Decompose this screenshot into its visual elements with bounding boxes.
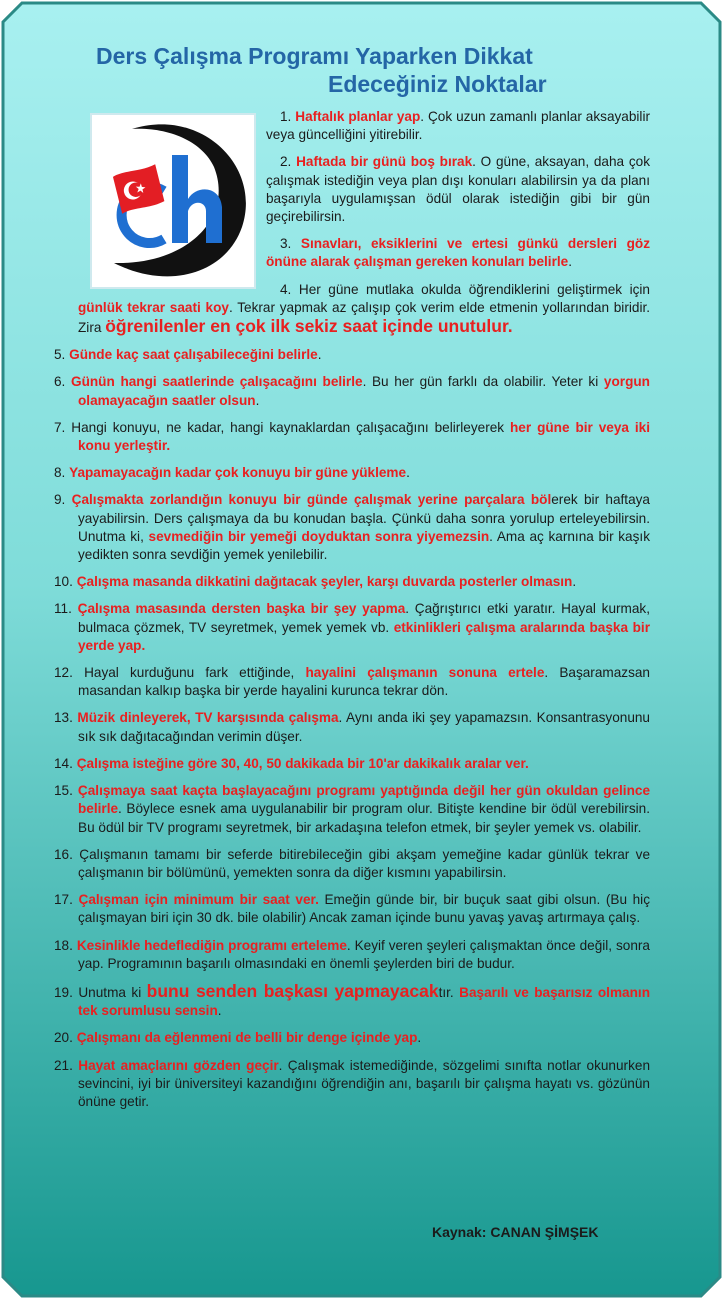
list-item: [50, 891, 650, 927]
body-text: Hayal kurduğunu fark ettiğinde,: [84, 665, 306, 681]
highlight-text: bunu senden başkası yapmayacak: [146, 980, 439, 1001]
body-text: Her güne mutlaka okulda öğrendiklerini geliştirmek için: [298, 281, 650, 297]
list-item: [50, 600, 650, 655]
item-number: 4.: [280, 281, 292, 297]
list-item: [50, 573, 650, 591]
list-item: [50, 846, 650, 882]
item-number: 21.: [54, 1057, 73, 1073]
item-number: 11.: [54, 601, 72, 617]
list-item: [50, 937, 650, 973]
body-text: . Çağrıştırıcı etki yaratır. Hayal kurmak, bulmaca çözmek, TV seyretmek, yemek yemek vb.: [78, 601, 651, 635]
highlight-text: her güne bir veya iki konu yerleştir.: [78, 419, 650, 454]
list-item: [50, 419, 650, 455]
highlight-text: Haftalık planlar yap: [295, 109, 421, 124]
highlight-text: öğrenilenler en çok ilk sekiz saat içinde unutulur.: [105, 316, 513, 337]
item-number: 19.: [54, 984, 73, 1000]
highlight-text: Günün hangi saatlerinde çalışacağını belirle: [71, 374, 363, 390]
body-text: Hangi konuyu, ne kadar, hangi kaynaklardan çalışacağını belirleyerek: [71, 419, 510, 435]
body-text: . Çok uzun zamanlı planlar aksayabilir veya güncelliğini yitirebilir.: [266, 109, 651, 143]
title-line-2: Edeceğiniz Noktalar: [328, 71, 547, 97]
body-text: . O güne, aksayan, daha çok çalışmak istediğin veya plan dışı konuları alabilirsin ya da planı başarıyla uygulamışsan ödül olarak istediğin gibi bir gün geçirebilirsin.: [266, 154, 650, 225]
body-text: .: [417, 1030, 422, 1046]
list-item: [50, 346, 650, 364]
list-item: [266, 235, 650, 271]
body-text: Emeğin günde bir, bir buçuk saat gibi olsun. (Bu hiç çalışmayan biri için 30 dk. bile olabilir) Ancak zaman içinde bunu yavaş yavaş artırmaya çalış.: [78, 892, 650, 926]
highlight-text: Yapamayacağın kadar çok konuyu bir güne yükleme: [69, 465, 407, 481]
highlight-text: etkinlikleri çalışma aralarında başka bir yerde yap.: [78, 619, 650, 653]
list-item: [266, 153, 650, 226]
body-text: . Böylece esnek ama uygulanabilir bir program olur. Bitişte kendine bir ödül verebilirsin. Bu ödül bir TV programı seyretmek, bir arkadaşına telefon etmek, bir şeyler yemek vs. olabilir.: [78, 801, 650, 835]
body-text: . Tekrar yapmak az çalışıp çok verim elde etmenin yollarından biridir. Zira: [78, 299, 651, 336]
item-number: 18.: [54, 937, 73, 953]
body-text: . Başaramazsan masandan kalkıp başka bir yerde hayalini kurunca tekrar dön.: [78, 665, 650, 699]
highlight-text: Çalışma isteğine göre 30, 40, 50 dakikada bir 10'ar dakikalık aralar ver.: [76, 755, 529, 771]
highlight-text: Çalışmakta zorlandığın konuyu bir günde çalışmak yerine parçalara böl: [71, 492, 552, 508]
item-number: 13.: [54, 710, 73, 726]
item-number: 14.: [54, 755, 73, 771]
item-number: 5.: [54, 347, 66, 363]
body-text: .: [255, 392, 260, 408]
body-text: . Keyif veren şeyleri çalışmaktan önce değil, sonra yap. Programının başarılı olmasındaki en önemli şeylerden biri de budur.: [78, 937, 650, 971]
body-text: Çalışmanın tamamı bir seferde bitirebileceğin gibi akşam yemeğine kadar günlük tekrar ve çalışmanın bir bölümünü, yemekten sonra da diğer kısmını yapabilirsin.: [78, 846, 651, 880]
highlight-text: Başarılı ve başarısız olmanın tek sorumlusu sensin: [78, 984, 650, 1019]
tips-list: [50, 108, 650, 1120]
body-text: erek bir haftaya yayabilirsin. Ders çalışmaya da bu konudan başla. Çünkü daha sonra yorulup erteleyebilirsin. Unutma ki,: [78, 492, 650, 544]
highlight-text: Müzik dinleyerek, TV karşısında çalışma: [77, 710, 339, 726]
list-item: [50, 464, 650, 482]
body-text: .: [217, 1003, 222, 1019]
source-credit: Kaynak: CANAN ŞİMŞEK: [432, 1224, 599, 1240]
list-item: [266, 108, 650, 144]
body-text: . Çalışmak istemediğinde, sözgelimi sınıfta notlar okunurken sevincini, iyi bir üniversiteyi kazandığını öğrendiğin anı, başarılı bir çalışma hayatı vs. gözünün önüne getir.: [78, 1057, 651, 1109]
list-item: [50, 281, 650, 338]
highlight-text: yorgun olamayacağın saatler olsun: [78, 374, 650, 408]
item-number: 6.: [54, 374, 66, 390]
body-text: . Aynı anda iki şey yapamazsın. Konsantrasyonunu sık sık dağıtacağından verimin düşer.: [78, 710, 650, 744]
item-number: 12.: [54, 665, 73, 681]
list-item: [50, 1057, 650, 1112]
item-number: 16.: [54, 846, 73, 862]
highlight-text: günlük tekrar saati koy: [78, 299, 229, 315]
body-text: .: [317, 347, 322, 363]
list-item: [50, 491, 650, 564]
list-item: [50, 982, 650, 1020]
highlight-text: Sınavları, eksiklerini ve ertesi günkü dersleri göz önüne alarak çalışman gereken konuları belirle: [266, 236, 650, 270]
highlight-text: Hayat amaçlarını gözden geçir: [78, 1057, 279, 1073]
item-number: 10.: [54, 574, 73, 590]
body-text: . Bu her gün farklı da olabilir. Yeter ki: [362, 374, 604, 390]
highlight-text: Çalışmaya saat kaçta başlayacağını programı yaptığında değil her gün okuldan gelince belirle: [77, 783, 651, 817]
highlight-text: hayalini çalışmanın sonuna ertele: [305, 665, 545, 681]
highlight-text: Haftada bir günü boş bırak: [296, 154, 473, 170]
item-number: 8.: [54, 465, 66, 481]
item-number: 7.: [54, 419, 66, 435]
highlight-text: Kesinlikle hedeflediğin programı erteleme: [76, 937, 347, 953]
body-text: .: [406, 465, 410, 481]
list-item: [50, 373, 650, 409]
highlight-text: Çalışma masanda dikkatini dağıtacak şeyler, karşı duvarda posterler olmasın: [76, 574, 573, 590]
highlight-text: Çalışmanı da eğlenmeni de belli bir denge içinde yap: [76, 1030, 418, 1046]
list-item: [50, 755, 650, 773]
list-item: [50, 664, 650, 700]
page-title: [40, 42, 680, 98]
highlight-text: Günde kaç saat çalışabileceğini belirle: [69, 347, 318, 363]
highlight-text: Çalışma masasında dersten başka bir şey yapma: [77, 601, 406, 617]
highlight-text: Çalışman için minimum bir saat ver.: [78, 892, 319, 908]
item-number: 15.: [54, 783, 73, 799]
body-text: tır.: [438, 984, 460, 1000]
item-number: 20.: [54, 1030, 73, 1046]
body-text: .: [568, 254, 572, 270]
item-number: 3.: [280, 236, 292, 252]
body-text: .: [572, 574, 577, 590]
item-number: 1.: [280, 109, 292, 124]
body-text: Unutma ki: [78, 984, 147, 1000]
list-item: [50, 1029, 650, 1047]
item-number: 2.: [280, 154, 292, 170]
title-line-1: Ders Çalışma Programı Yaparken Dikkat: [96, 43, 533, 69]
highlight-text: sevmediğin bir yemeği doyduktan sonra yiyemezsin: [148, 528, 490, 544]
list-item: [50, 709, 650, 745]
body-text: . Ama aç karnına bir kaşık yedikten sonra sevdiğin yemek yenilebilir.: [78, 528, 650, 563]
item-number: 17.: [54, 892, 73, 908]
item-number: 9.: [54, 492, 66, 508]
list-item: [50, 782, 650, 837]
